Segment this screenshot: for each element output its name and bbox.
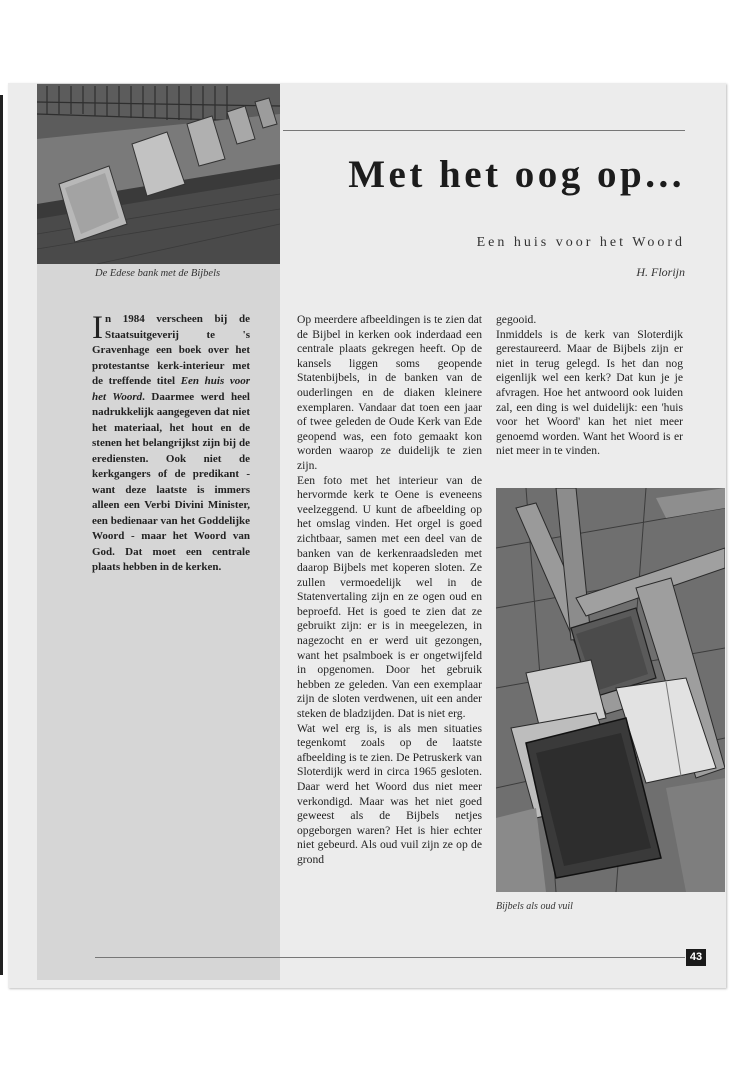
- body-column-right: [496, 313, 683, 459]
- intro-book-title: Een huis voor het Woord: [92, 375, 250, 403]
- body-column-middle: [297, 313, 482, 868]
- header-rule: [283, 130, 685, 131]
- intro-text-continued: . Daarmee werd heel nadrukkelijk aangegeven dat niet het materiaal, het hout en de stenen het belangrijkst zijn bij de erediensten. Ook niet de kerkgangers of de predikant - want deze laatste is immers alleen een Verbi Divini Minister, een bedienaar van het Goddelijke Woord - maar het Woord van God. Dat moet een centrale plaats hebben in de kerken.: [92, 390, 250, 573]
- footer-rule: [95, 957, 685, 958]
- body-paragraph-3: Wat wel erg is, is als men situaties tegenkomt zoals op de laatste afbeelding is te zien. De Petruskerk van Sloterdijk werd in circa 1965 gesloten. Daar werd het Woord dus niet meer verkondigd. Maar was het niet goed geweest als de Bijbels netjes opgeborgen waren? Het is hier echter niet gebeurd. Als oud vuil zijn ze op de grond: [297, 721, 482, 866]
- body-paragraph-5: Inmiddels is de kerk van Sloterdijk gerestaureerd. Maar de Bijbels zijn er niet in terug gelegd. Is het dan nog eigenlijk wel een kerk? Dat kun je je afvragen. Hoe het antwoord ook luiden zal, een ding is wel duidelijk: een 'huis voor het Woord' kan het niet meer genoemd worden. Want het Woord is er niet meer in te vinden.: [496, 327, 683, 458]
- bottom-photo-caption: Bijbels als oud vuil: [496, 901, 573, 912]
- top-photo-caption: De Edese bank met de Bijbels: [95, 268, 221, 279]
- body-paragraph-2: Een foto met het interieur van de hervormde kerk te Oene is eveneens veelzeggend. U kunt de afbeelding op het omslag vinden. Het orgel is goed zichtbaar, samen met een deel van de banken van de kerkenraadsleden met daarop Bijbels met koperen sloten. Ze zullen vermoedelijk wel in de Statenvertaling zijn en ze ogen oud en beproefd. Het is goed te zien dat ze gebruikt zijn: er is in meegelezen, in nagezocht en er werd uit gezongen, want het psalmboek is er ongetwijfeld in opgenomen. Door het gebruik hebben ze geleden. Van een exemplaar zijn de sloten verdwenen, uit een ander steken de bladzijden. Dat is niet erg.: [297, 473, 482, 721]
- page-number: 43: [686, 949, 706, 966]
- drop-cap: I: [92, 310, 103, 346]
- page-subtitle: Een huis voor het Woord: [476, 235, 685, 250]
- body-paragraph-4: gegooid.: [496, 313, 537, 326]
- author-name: H. Florijn: [636, 265, 685, 279]
- intro-paragraph: [92, 312, 250, 576]
- page-title: Met het oog op...: [348, 153, 685, 196]
- page-edge: [0, 95, 3, 975]
- intro-text: n 1984 verscheen bij de Staatsuitgeverij te 's Gravenhage een boek over het protestantse kerk-interieur met de treffende titel: [92, 313, 250, 387]
- pew-bibles-photo: [37, 84, 280, 264]
- body-paragraph-1: Op meerdere afbeeldingen is te zien dat de Bijbel in kerken ook inderdaad een centrale plaats gekregen heeft. Op de kansels liggen soms geopende Statenbijbels, in de banken van de ouderlingen en de diaken kleinere exemplaren. Vandaar dat toen een jaar of twee geleden de Oude Kerk van Ede geopend was, een foto gemaakt kon worden waarop ze duidelijk te zien zijn.: [297, 313, 482, 472]
- discarded-bibles-photo: [496, 488, 725, 892]
